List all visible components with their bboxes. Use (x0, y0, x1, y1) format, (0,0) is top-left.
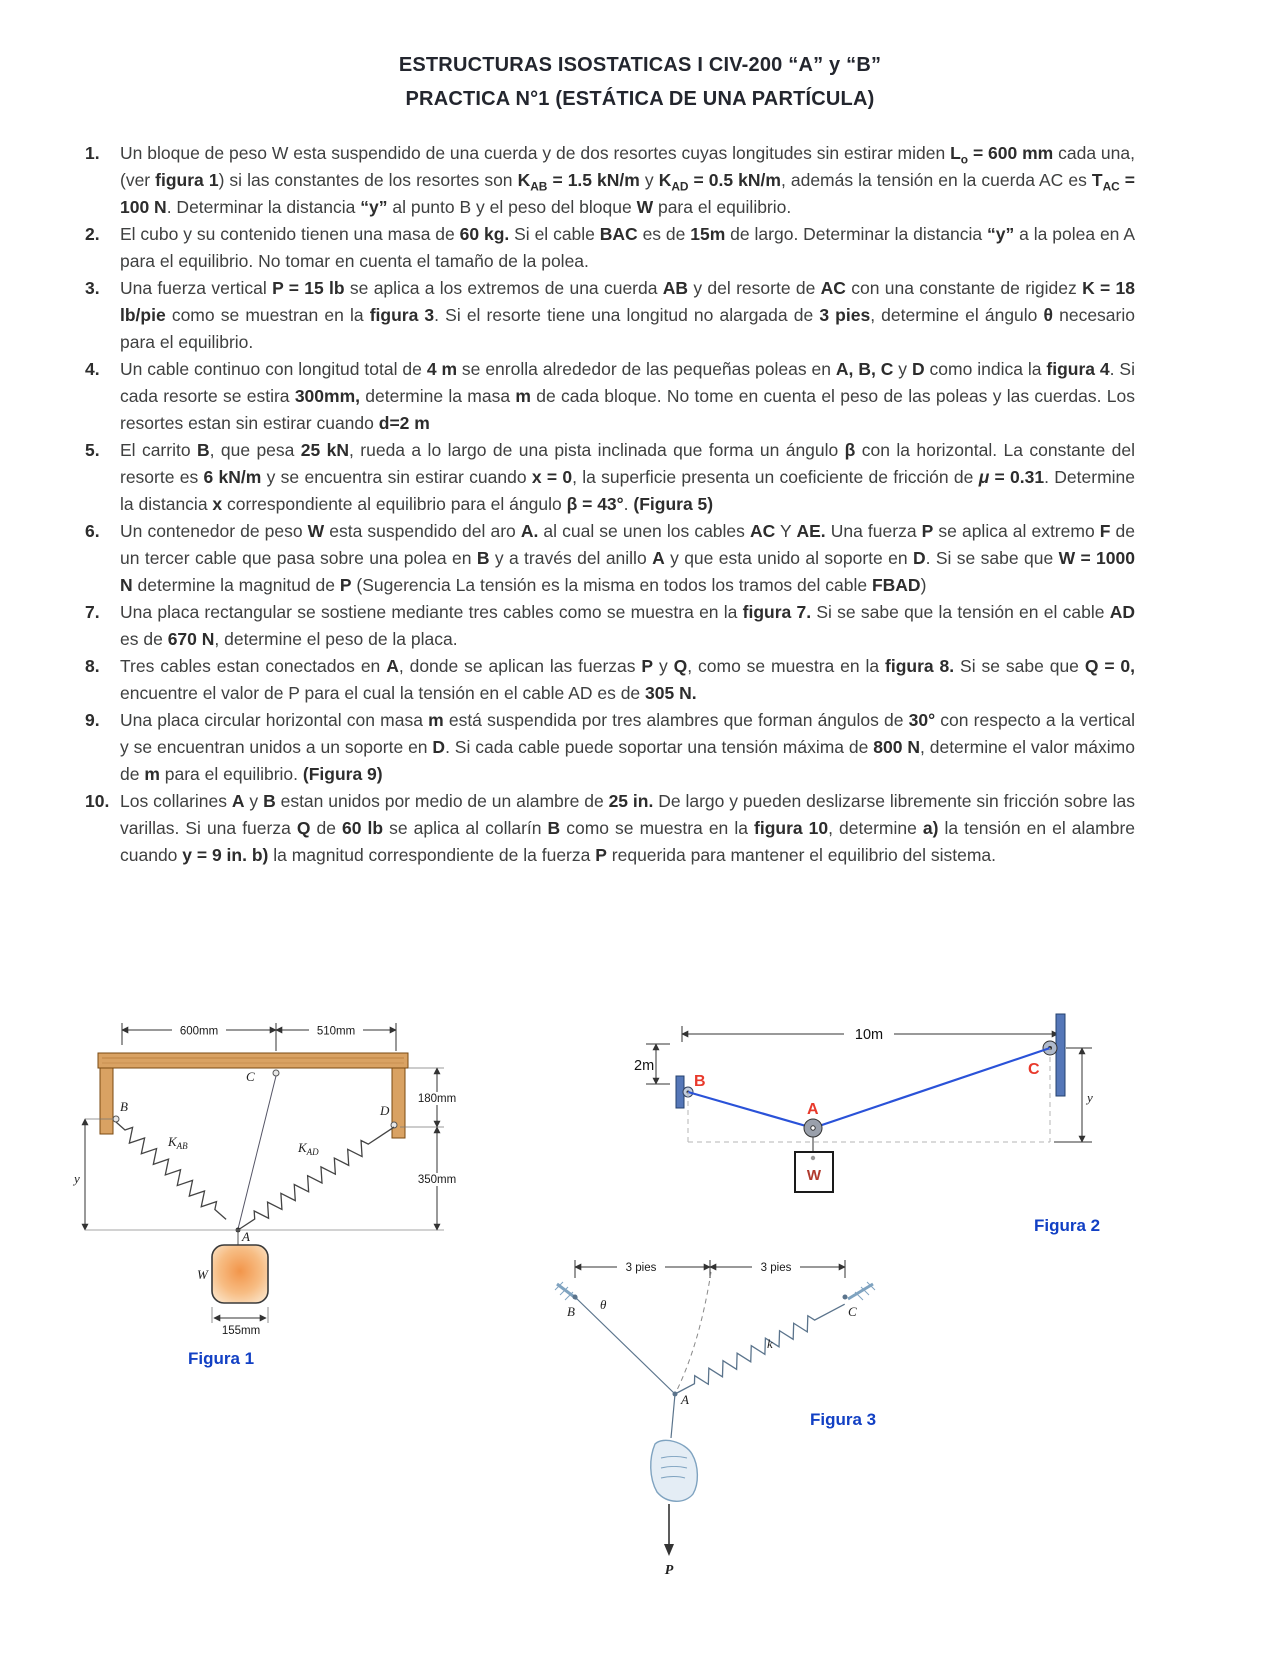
problem-text: Un contenedor de peso W esta suspendido del aro A. al cual se unen los cables AC Y AE. Una fuerza P se aplica al extremo F de un tercer cable que pasa sobre una polea en B y a través del anillo A y que esta unido al soporte en D. Si se sabe que W = 1000 N determine la magnitud de P (Sugerencia La tensión es la misma en todos los tramos del cable FBAD) (120, 521, 1136, 595)
fig1-kab-sub: AB (176, 1141, 188, 1151)
problem-text: Una placa circular horizontal con masa m está suspendida por tres alambres que forman ángulos de 30° con respecto a la vertical y se encuentran unidos a un soporte en D. Si cada cable puede soportar una tensión máxima de 800 N, determine el valor máximo de m para el equilibrio. (Figura 9) (120, 710, 1135, 784)
fig1-spring-KAD (234, 1121, 398, 1236)
problem-item (85, 653, 1135, 707)
fig2-bracket-C (1043, 1014, 1065, 1096)
fig3-force-arrow-P (664, 1504, 674, 1556)
fig2-label-C: C (1028, 1061, 1040, 1078)
fig2-pulley-A (804, 1119, 822, 1137)
fig1-dim-510mm: 510mm (316, 1025, 356, 1038)
problem-number: 10. (85, 791, 110, 811)
fig1-label-KAB (167, 1134, 188, 1151)
fig2-cable-BAC (688, 1048, 1050, 1128)
problem-number: 3. (85, 278, 100, 298)
fig1-cord-CA (238, 1076, 276, 1229)
problem-item (85, 707, 1135, 788)
fig1-kab-main: K (168, 1134, 177, 1149)
problem-number: 8. (85, 656, 100, 676)
fig2-dashed-lines (688, 1048, 1050, 1142)
fig1-label-W: W (197, 1267, 208, 1282)
fig3-dim-3pies-right: 3 pies (760, 1262, 792, 1274)
fig3-cord-BA (575, 1297, 675, 1394)
figure-2-caption: Figura 2 (1034, 1216, 1101, 1235)
fig1-bottom-dimension (212, 1307, 268, 1323)
fig3-label-P: P (664, 1563, 674, 1578)
fig3-cord-down (671, 1394, 675, 1438)
problem-number: 6. (85, 521, 100, 541)
fig1-dim-180mm: 180mm (417, 1093, 457, 1105)
fig2-dim-10m: 10m (854, 1027, 884, 1043)
fig3-dim-3pies-left: 3 pies (625, 1262, 657, 1274)
fig1-label-B: B (120, 1099, 128, 1114)
fig3-label-B: B (567, 1304, 575, 1319)
fig1-label-KAD (297, 1140, 319, 1157)
fig2-label-W: W (806, 1167, 822, 1184)
fig1-label-C: C (246, 1069, 255, 1084)
fig1-label-D: D (380, 1103, 390, 1118)
problem-item (85, 140, 1135, 221)
problem-item (85, 221, 1135, 275)
fig1-dim-600mm: 600mm (179, 1025, 219, 1038)
fig1-block-W (212, 1245, 268, 1303)
fig3-label-k: k (767, 1336, 773, 1351)
fig1-label-A: A (242, 1229, 250, 1244)
problem-text: El carrito B, que pesa 25 kN, rueda a lo largo de una pista inclinada que forma un ángulo β con la horizontal. La constante del resorte es 6 kN/m y se encuentra sin estirar cuando x = 0, la superficie presenta un coeficiente de fricción de μ = 0.31. Determine la distancia x correspondiente al equilibrio para el ángulo β = 43°. (Figura 5) (120, 440, 1135, 514)
figure-3-caption: Figura 3 (810, 1410, 877, 1429)
fig1-label-y: y (74, 1171, 80, 1186)
fig2-label-y: y (1087, 1090, 1093, 1105)
fig2-label-A: A (807, 1101, 819, 1118)
problem-number: 2. (85, 224, 100, 244)
problem-list (85, 140, 1135, 869)
fig2-dim-2m: 2m (634, 1058, 655, 1074)
fig1-spring-KAB (111, 1117, 230, 1225)
figura-1-diagram (70, 1015, 490, 1360)
problem-text: Un cable continuo con longitud total de 4 m se enrolla alrededor de las pequeñas poleas en A, B, C y D como indica la figura 4. Si cada resorte se estira 300mm, determine la masa m de cada bloque. No tome en cuenta el peso de las poleas y las cuerdas. Los resortes estan sin estirar cuando d=2 m (120, 359, 1136, 433)
fig3-label-A: A (681, 1392, 689, 1407)
figura-2-diagram (630, 1012, 1130, 1212)
doc-title-line2: PRACTICA N°1 (ESTÁTICA DE UNA PARTÍCULA) (405, 88, 875, 110)
document-header (0, 0, 1280, 116)
problem-item (85, 788, 1135, 869)
problem-number: 7. (85, 602, 100, 622)
problem-number: 4. (85, 359, 100, 379)
problem-number: 5. (85, 440, 100, 460)
problem-text: Tres cables estan conectados en A, donde se aplican las fuerzas P y Q, como se muestra en la figura 8. Si se sabe que Q = 0, encuentre el valor de P para el cual la tensión en el cable AD es de 305 N. (120, 656, 1136, 703)
fig1-y-dimension (85, 1119, 114, 1230)
fig1-kad-main: K (298, 1140, 307, 1155)
problem-text: Una fuerza vertical P = 15 lb se aplica a los extremos de una cuerda AB y del resorte de AC con una constante de rigidez K = 18 lb/pie como se muestran en la figura 3. Si el resorte tiene una longitud no alargada de 3 pies, determine el ángulo θ necesario para el equilibrio. (120, 278, 1135, 352)
fig1-dim-155mm: 155mm (221, 1325, 261, 1337)
fig3-label-C: C (848, 1304, 857, 1319)
fig1-dim-350mm: 350mm (417, 1174, 457, 1186)
fig1-hook-C (273, 1070, 279, 1076)
fig3-hand-illustration (651, 1440, 698, 1501)
fig3-dashed-arc (677, 1272, 711, 1390)
problem-item (85, 356, 1135, 437)
doc-title-line1: ESTRUCTURAS ISOSTATICAS I CIV-200 “A” y “B” (398, 54, 882, 76)
problem-number: 9. (85, 710, 100, 730)
problem-item (85, 518, 1135, 599)
problem-item (85, 437, 1135, 518)
problem-item (85, 275, 1135, 356)
fig3-label-theta: θ (600, 1297, 607, 1312)
fig3-spring-k (672, 1298, 848, 1400)
fig3-support-C (843, 1282, 876, 1300)
problem-item (85, 599, 1135, 653)
fig3-support-B (555, 1282, 578, 1300)
problem-text: Un bloque de peso W esta suspendido de una cuerda y de dos resortes cuyas longitudes sin estirar miden $L_o = 600$ mm cada una, (ver figura 1) si las constantes de los resortes son $K_{AB} = 1.5$ kN/m y $K_{AD} = 0.5$ kN/m, además la tensión en la cuerda AC es $T_{AC} = 100$ N. Determinar la distancia “y” al punto B y el peso del bloque W para el equilibrio. (120, 143, 1136, 217)
problem-number: 1. (85, 143, 100, 163)
problem-text: Los collarines A y B estan unidos por medio de un alambre de 25 in. De largo y pueden deslizarse libremente sin fricción sobre las varillas. Si una fuerza Q de 60 lb se aplica al collarín B como se muestra en la figura 10, determine a) la tensión en el alambre cuando y = 9 in. b) la magnitud correspondiente de la fuerza P requerida para mantener el equilibrio del sistema. (120, 791, 1136, 865)
problem-text: El cubo y su contenido tienen una masa de 60 kg. Si el cable BAC es de 15m de largo. Determinar la distancia “y” a la polea en A para el equilibrio. No tomar en cuenta el tamaño de la polea. (120, 224, 1135, 271)
fig1-kad-sub: AD (306, 1147, 319, 1157)
fig2-label-B: B (694, 1073, 706, 1090)
problem-text: Una placa rectangular se sostiene mediante tres cables como se muestra en la figura 7. Si se sabe que la tensión en el cable AD es de 670 N, determine el peso de la placa. (120, 602, 1135, 649)
fig1-wooden-frame (98, 1053, 408, 1138)
figure-1-caption: Figura 1 (188, 1349, 255, 1368)
